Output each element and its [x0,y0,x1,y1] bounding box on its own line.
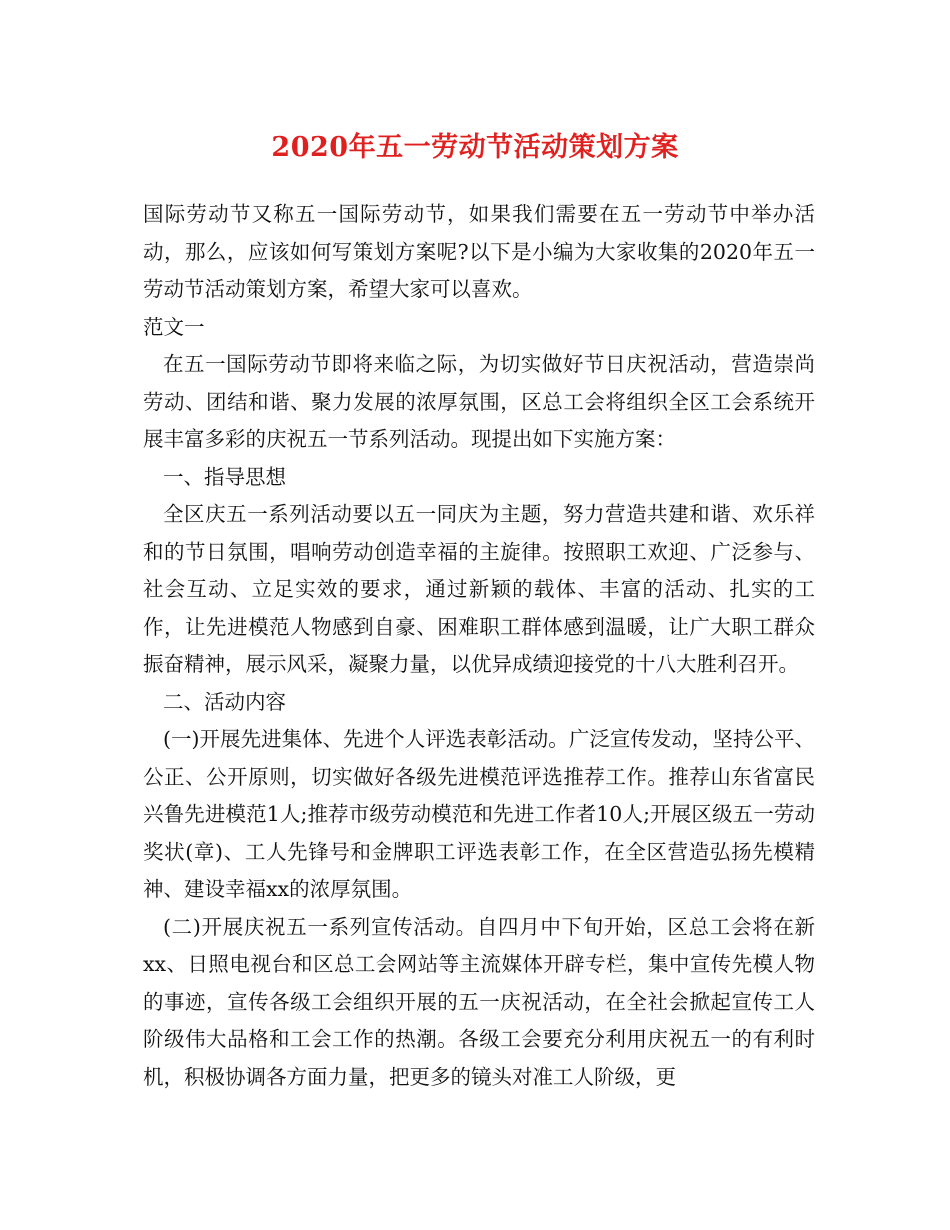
body-paragraph: (一)开展先进集体、先进个人评选表彰活动。广泛宣传发动，坚持公平、公正、公开原则，切实做好各级先进模范评选推荐工作。推荐山东省富民兴鲁先进模范1人;推荐市级劳动模范和先进工作者10人;开展区级五一劳动奖状(章)、工人先锋号和金牌职工评选表彰工作，在全区营造弘扬先模精神、建设幸福xx的浓厚氛围。 [143,727,815,901]
body-paragraph: 在五一国际劳动节即将来临之际，为切实做好节日庆祝活动，营造崇尚劳动、团结和谐、聚力发展的浓厚氛围，区总工会将组织全区工会系统开展丰富多彩的庆祝五一节系列活动。现提出如下实施方案： [143,352,815,451]
section-heading: 二、活动内容 [163,689,286,714]
body-paragraph: (二)开展庆祝五一系列宣传活动。自四月中下旬开始，区总工会将在新xx、日照电视台和区总工会网站等主流媒体开辟专栏，集中宣传先模人物的事迹，宣传各级工会组织开展的五一庆祝活动，在全社会掀起宣传工人阶级伟大品格和工会工作的热潮。各级工会要充分利用庆祝五一的有利时机，积极协调各方面力量，把更多的镜头对准工人阶级，更 [143,914,815,1089]
section-heading: 一、指导思想 [163,464,286,489]
document-body [143,196,815,1096]
sample-heading: 范文一 [143,314,205,339]
body-paragraph: 全区庆五一系列活动要以五一同庆为主题，努力营造共建和谐、欢乐祥和的节日氛围，唱响劳动创造幸福的主旋律。按照职工欢迎、广泛参与、社会互动、立足实效的要求，通过新颖的载体、丰富的活动、扎实的工作，让先进模范人物感到自豪、困难职工群体感到温暖，让广大职工群众振奋精神，展示风采，凝聚力量，以优异成绩迎接党的十八大胜利召开。 [143,502,815,676]
intro-paragraph: 国际劳动节又称五一国际劳动节，如果我们需要在五一劳动节中举办活动，那么，应该如何写策划方案呢?以下是小编为大家收集的2020年五一劳动节活动策划方案，希望大家可以喜欢。 [143,202,815,301]
document-title: 2020年五一劳动节活动策划方案 [271,132,679,163]
